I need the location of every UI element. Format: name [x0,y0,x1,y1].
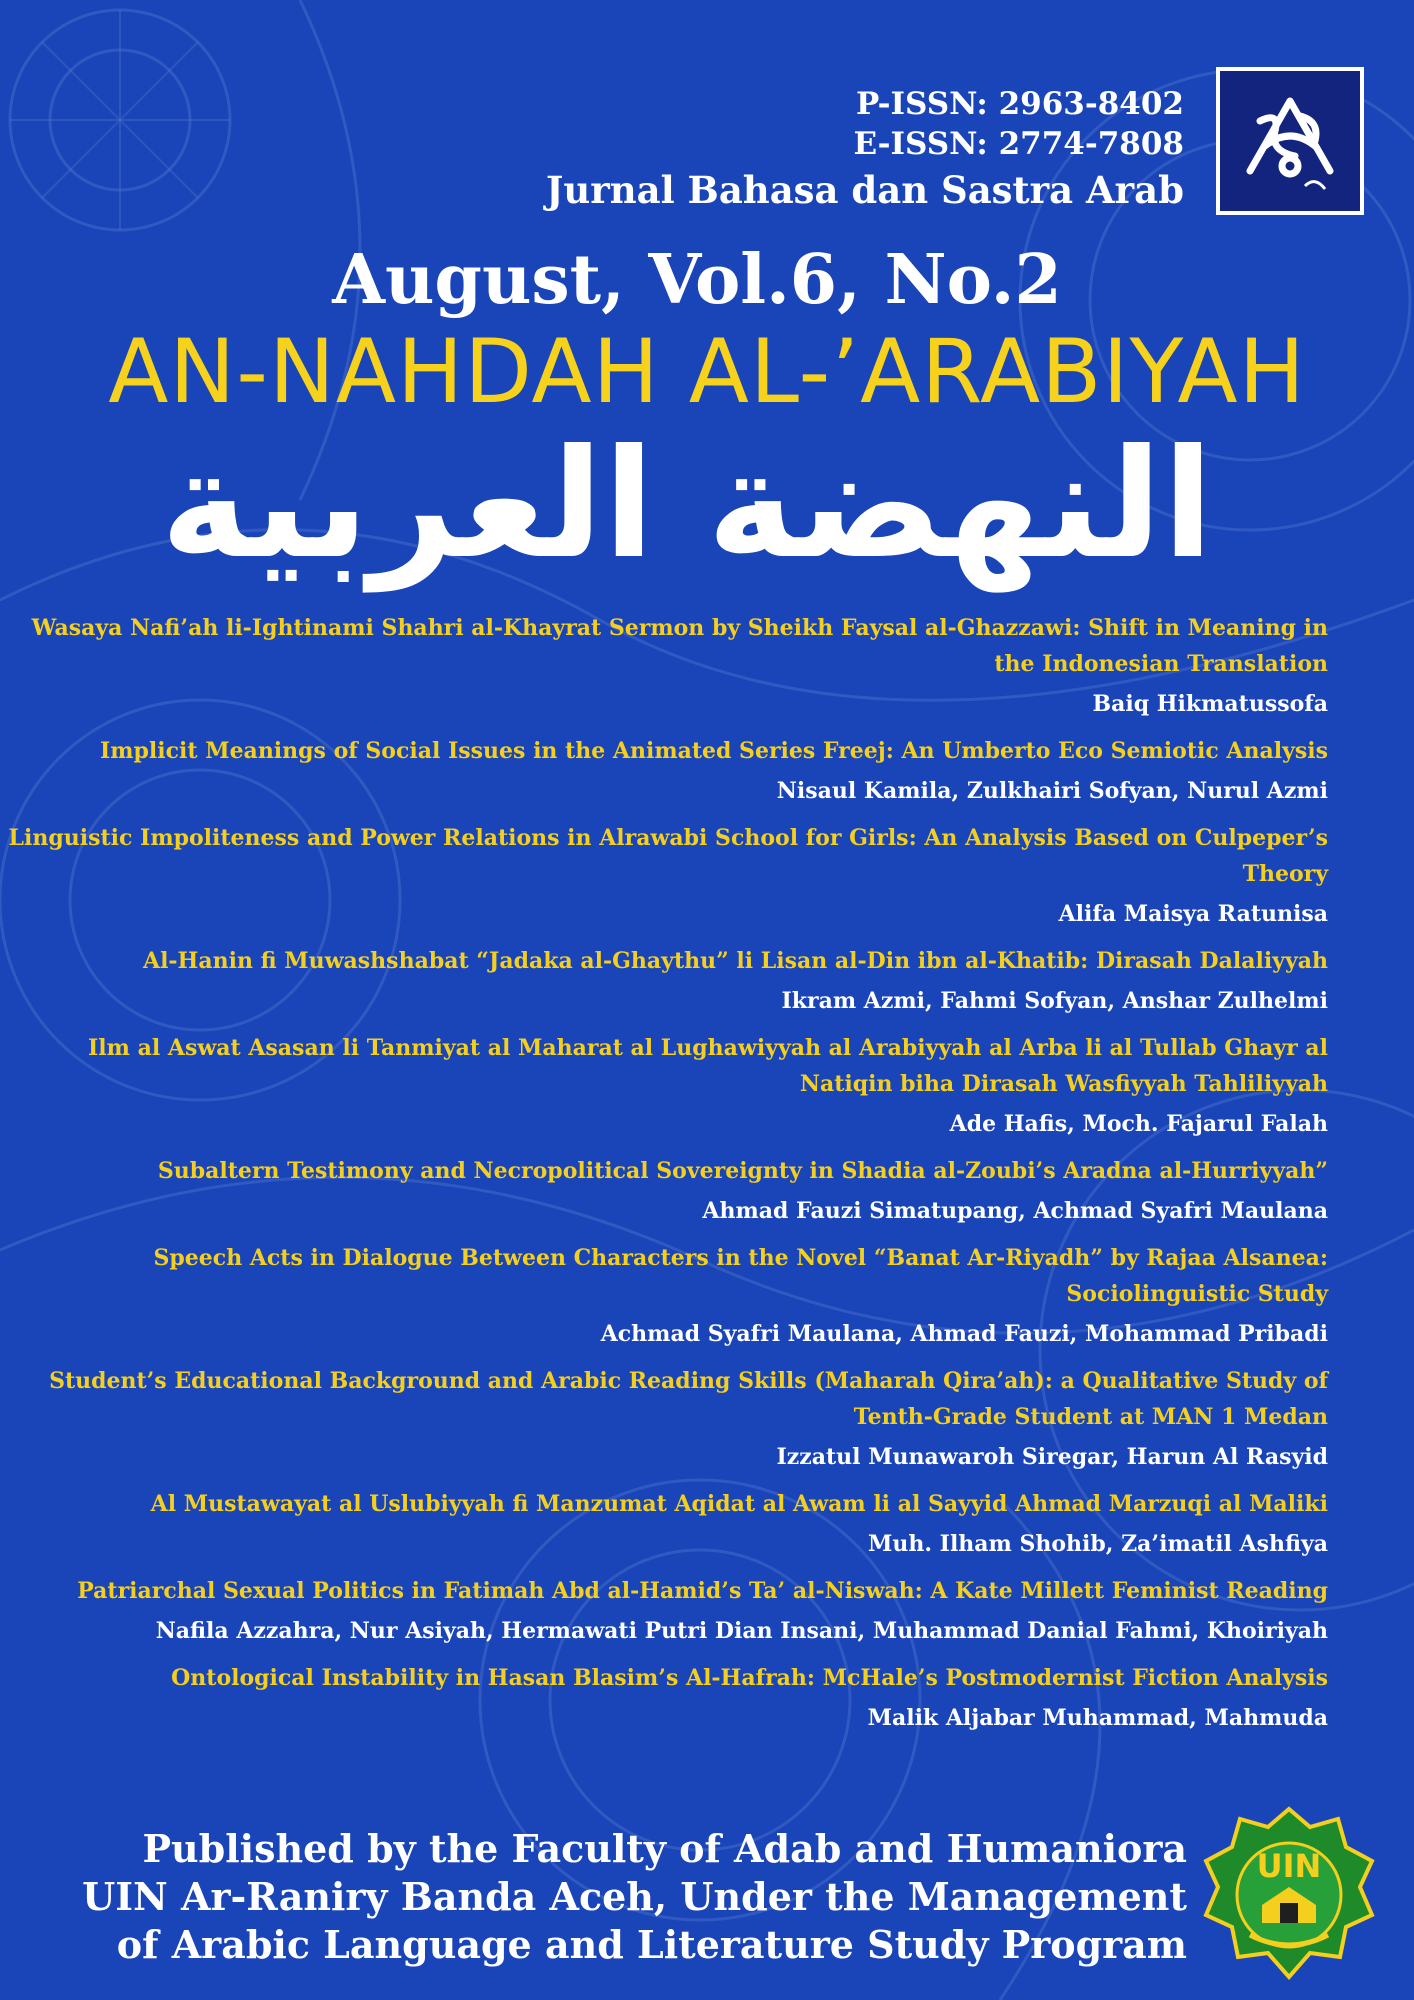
article-title: Implicit Meanings of Social Issues in the Animated Series Freej: An Umberto Eco Semiotic Analysis [99,738,1328,764]
list-item [8,1153,1328,1227]
article-authors: Achmad Syafri Maulana, Ahmad Fauzi, Mohammad Pribadi [600,1321,1328,1347]
list-item [8,820,1328,930]
article-authors: Alifa Maisya Ratunisa [1058,901,1328,927]
journal-title-latin: AN-NAHDAH AL-’ARABIYAH [108,320,1306,423]
article-title: Patriarchal Sexual Politics in Fatimah Abd al-Hamid’s Ta’ al-Niswah: A Kate Millett Feminist Reading [77,1578,1328,1604]
list-item [8,1030,1328,1140]
journal-calligraphy-logo-icon [1220,71,1360,211]
publisher-line: UIN Ar-Raniry Banda Aceh, Under the Management [82,1874,1187,1919]
article-authors: Ade Hafis, Moch. Fajarul Falah [949,1111,1328,1137]
article-title: Speech Acts in Dialogue Between Characters in the Novel “Banat Ar-Riyadh” by Rajaa Alsanea: Sociolinguistic Study [153,1245,1328,1307]
list-item [8,1573,1328,1647]
article-title: Student’s Educational Background and Arabic Reading Skills (Maharah Qira’ah): a Qualitative Study of Tenth-Grade Student at MAN 1 Medan [49,1368,1328,1430]
publisher-info [82,1825,1187,1969]
article-authors: Baiq Hikmatussofa [1092,691,1328,717]
article-title: Ontological Instability in Hasan Blasim’s Al-Hafrah: McHale’s Postmodernist Fiction Analysis [171,1665,1328,1691]
p-issn: P-ISSN: 2963-8402 [856,86,1184,122]
article-title: Subaltern Testimony and Necropolitical Sovereignty in Shadia al-Zoubi’s Aradna al-Hurriyyah” [157,1158,1328,1184]
list-item [8,610,1328,720]
uin-logo-text: UIN [1256,1847,1322,1885]
article-title: Linguistic Impoliteness and Power Relations in Alrawabi School for Girls: An Analysis Based on Culpeper’s Theory [8,825,1328,887]
list-item [8,1363,1328,1473]
list-item [8,943,1328,1017]
list-item [8,1240,1328,1350]
article-title: Al Mustawayat al Uslubiyyah fi Manzumat Aqidat al Awam li al Sayyid Ahmad Marzuqi al Maliki [150,1491,1328,1517]
article-authors: Muh. Ilham Shohib, Za’imatil Ashfiya [868,1531,1328,1557]
journal-title-arabic: النهضة العربية [160,418,1214,592]
publisher-line: of Arabic Language and Literature Study Program [116,1922,1187,1967]
article-title: Ilm al Aswat Asasan li Tanmiyat al Maharat al Lughawiyyah al Arabiyyah al Arba li al Tullab Ghayr al Natiqin biha Dirasah Wasfiyyah Tahliliyyah [88,1035,1328,1097]
article-authors: Nafila Azzahra, Nur Asiyah, Hermawati Putri Dian Insani, Muhammad Danial Fahmi, Khoiriyah [155,1618,1328,1644]
e-issn: E-ISSN: 2774-7808 [853,126,1184,162]
issue-info: August, Vol.6, No.2 [332,240,1062,320]
article-authors: Izzatul Munawaroh Siregar, Harun Al Rasyid [776,1444,1328,1470]
article-authors: Nisaul Kamila, Zulkhairi Sofyan, Nurul Azmi [776,778,1328,804]
article-title: Wasaya Nafi’ah li-Ightinami Shahri al-Khayrat Sermon by Sheikh Faysal al-Ghazzawi: Shift in Meaning in the Indonesian Translation [31,615,1328,677]
article-list [8,610,1328,1747]
uin-ar-raniry-emblem-icon [1200,1805,1378,1983]
article-authors: Malik Aljabar Muhammad, Mahmuda [867,1705,1328,1731]
list-item [8,1660,1328,1734]
article-title: Al-Hanin fi Muwashshabat “Jadaka al-Ghaythu” li Lisan al-Din ibn al-Khatib: Dirasah Dalaliyyah [143,948,1328,974]
list-item [8,733,1328,807]
article-authors: Ahmad Fauzi Simatupang, Achmad Syafri Maulana [702,1198,1328,1224]
issn-block [546,84,1184,214]
list-item [8,1486,1328,1560]
journal-subtitle: Jurnal Bahasa dan Sastra Arab [545,168,1184,212]
article-authors: Ikram Azmi, Fahmi Sofyan, Anshar Zulhelmi [781,988,1328,1014]
journal-logo [1216,67,1364,215]
publisher-line: Published by the Faculty of Adab and Humaniora [142,1826,1187,1871]
